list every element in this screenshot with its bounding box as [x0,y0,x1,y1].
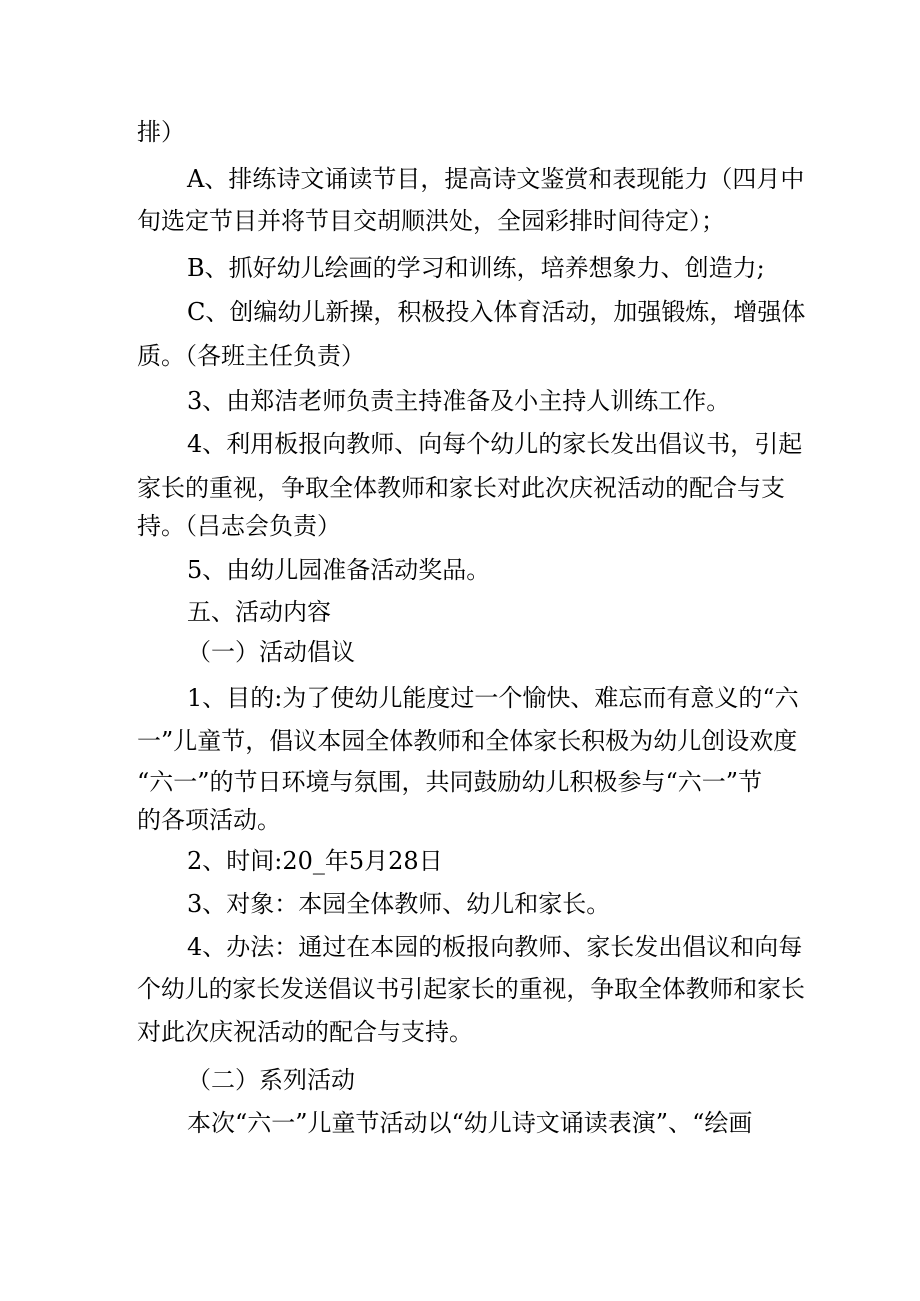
text-line: 家长的重视，争取全体教师和家长对此次庆祝活动的配合与支 [137,474,785,502]
subsection-heading: （一）活动倡议 [187,638,355,666]
text-line: 个幼儿的家长发送倡议书引起家长的重视，争取全体教师和家长 [137,975,805,1003]
text-line: 对此次庆祝活动的配合与支持。 [137,1018,473,1046]
text-line: 质。（各班主任负责） [137,342,365,370]
text-line: C、创编幼儿新操，积极投入体育活动，加强锻炼，增强体 [187,298,806,326]
text-line: 3、由郑洁老师负责主持准备及小主持人训练工作。 [187,387,731,415]
text-line: 一”儿童节，倡议本园全体教师和全体家长积极为幼儿创设欢度 [137,727,798,755]
text-line: 的各项活动。 [137,806,281,834]
text-line: 旬选定节目并将节目交胡顺洪处，全园彩排时间待定）； [137,207,725,235]
text-line: 持。（吕志会负责） [137,512,341,540]
text-line: 1、目的:为了使幼儿能度过一个愉快、难忘而有意义的“六 [187,684,799,712]
text-line: “六一”的节日环境与氛围，共同鼓励幼儿积极参与“六一”节 [137,768,763,796]
section-heading: 五、活动内容 [187,598,331,626]
text-line: 4、利用板报向教师、向每个幼儿的家长发出倡议书，引起 [187,430,803,458]
text-line: 2、时间:20_年5月28日 [187,847,443,875]
subsection-heading: （二）系列活动 [187,1066,355,1094]
text-line: 排） [137,118,185,146]
text-line: 4、办法：通过在本园的板报向教师、家长发出倡议和向每 [187,933,803,961]
text-line: 本次“六一”儿童节活动以“幼儿诗文诵读表演”、“绘画 [187,1109,753,1137]
text-line: A、排练诗文诵读节目，提高诗文鉴赏和表现能力（四月中 [187,165,805,193]
text-line: B、抓好幼儿绘画的学习和训练，培养想象力、创造力; [187,254,765,282]
text-line: 3、对象：本园全体教师、幼儿和家长。 [187,890,611,918]
text-line: 5、由幼儿园准备活动奖品。 [187,556,491,584]
